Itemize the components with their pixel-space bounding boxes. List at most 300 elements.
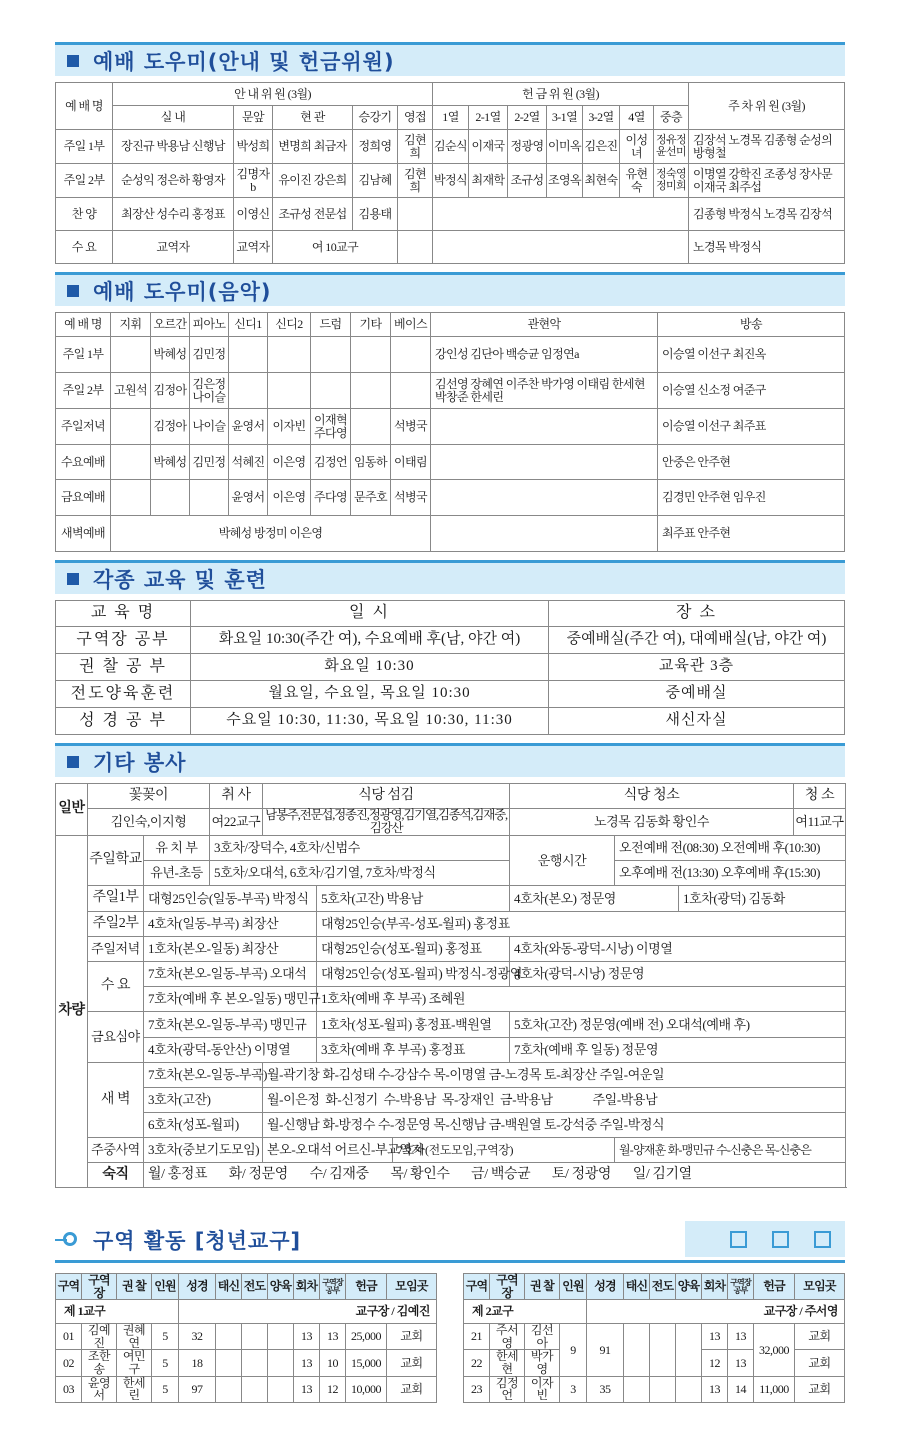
header-cooking: 취 사 (210, 784, 263, 809)
cell: 12 (320, 1376, 346, 1402)
cell: 3호차(예배 후 부곡) 홍정표 (317, 1038, 510, 1063)
header-cafeteria-clean: 식당 청소 (510, 784, 794, 809)
cell (242, 1324, 268, 1350)
cell (111, 337, 151, 373)
header-place: 장 소 (549, 601, 845, 627)
cell (268, 1350, 294, 1376)
cell: 유년-초등 (144, 861, 210, 886)
cell: 오전예배 전(08:30) 오전예배 후(10:30) (615, 836, 846, 861)
service-name: 새벽예배 (56, 516, 111, 552)
cell: 김은진 (583, 130, 620, 164)
cell: 박혜성 (151, 445, 190, 480)
cell: 최재학 (469, 164, 508, 198)
section-title: 예배 도우미(음악) (93, 279, 272, 304)
course-name: 구역장 공부 (56, 627, 191, 654)
cell: 월-곽기창 화-김성태 수-강삼수 목-이명열 금-노경목 토-최장산 주일-여운일 (263, 1063, 846, 1088)
cell: 교회 (387, 1350, 437, 1376)
header-deacon: 권 찰 (525, 1274, 560, 1300)
cell: 순성익 정은하 황영자 (113, 164, 234, 198)
cell: 이승열 신소정 여준구 (658, 373, 845, 409)
header-leader: 구역장 (490, 1274, 525, 1300)
cell (111, 409, 151, 445)
cell: 7호차(예배 후 일동) 정문영 (510, 1038, 846, 1063)
cell: 32,000 (754, 1324, 795, 1376)
cell: 오후예배 전(13:30) 오후예배 후(15:30) (615, 861, 846, 886)
square-bullet-icon (67, 55, 79, 67)
table-row (56, 516, 845, 552)
cell: 김현희 (398, 164, 433, 198)
cell: 김정아 (151, 373, 190, 409)
service-name: 수 요 (56, 231, 113, 264)
header-nurture: 양육 (676, 1274, 702, 1300)
cell: 조규성 (508, 164, 547, 198)
header-synth-2: 신디2 (268, 313, 311, 337)
table-row (56, 809, 846, 836)
table-row (56, 480, 845, 516)
cell: 김남혜 (353, 164, 398, 198)
header-course: 교 육 명 (56, 601, 191, 627)
table-row (56, 681, 845, 708)
table-row (56, 1063, 846, 1088)
row-label: 수 요 (88, 962, 144, 1012)
header-district: 구역 (56, 1274, 82, 1300)
cell: 정숙영 정미희 (654, 164, 689, 198)
header-service-name: 예 배 명 (56, 83, 113, 130)
cell: 윤영서 (229, 480, 268, 516)
cell: 13 (294, 1350, 320, 1376)
table-row (56, 708, 845, 735)
service-name: 주일 2부 (56, 373, 111, 409)
row-label: 주일저녁 (88, 937, 144, 962)
table-row (56, 836, 846, 861)
cell (431, 516, 658, 552)
cell (391, 337, 431, 373)
cell: 이재혁 주다영 (311, 409, 351, 445)
cell: 이자빈 (268, 409, 311, 445)
cell: 교회 (387, 1376, 437, 1402)
cell: 3호차(고잔) (144, 1088, 263, 1113)
header-door: 문앞 (234, 106, 273, 130)
district-section (55, 1219, 845, 1403)
cell: 여 10교구 (273, 231, 398, 264)
cell: 최장산 성수리 홍정표 (113, 198, 234, 231)
header-evangelism: 전도 (650, 1274, 676, 1300)
cell: 이자빈 (525, 1376, 560, 1402)
header-row-1: 1열 (433, 106, 469, 130)
cell (151, 480, 190, 516)
header-prenatal: 태신 (624, 1274, 650, 1300)
cell (216, 1324, 242, 1350)
cell (242, 1376, 268, 1402)
cell: 교역자 (234, 231, 273, 264)
service-name: 금요예배 (56, 480, 111, 516)
course-name: 전도양육훈련 (56, 681, 191, 708)
cell: 박정식 (433, 164, 469, 198)
cell: 97 (179, 1376, 216, 1402)
cell: 월-이은정 화-신정기 수-박용남 목-장재인 금-박용남 주일-박용남 (263, 1088, 846, 1113)
cell (676, 1324, 702, 1376)
cell: 윤영서 (229, 409, 268, 445)
cell: 대형25인승(일동-부곡) 박정식 (144, 886, 317, 912)
cell: 김용태 (353, 198, 398, 231)
cell: 석병국 (391, 480, 431, 516)
cell: 7호차(본오-일동-부곡) 오대석 (144, 962, 317, 987)
table-row (56, 1324, 437, 1350)
cell: 22 (464, 1350, 490, 1376)
row-label: 주일1부 (88, 886, 144, 912)
cell (351, 409, 391, 445)
service-name: 주일 2부 (56, 164, 113, 198)
cell: 1호차(광덕) 김동화 (679, 886, 846, 912)
cell: 이은영 (268, 445, 311, 480)
cell (398, 231, 433, 264)
cell: 7호차(예배 후 본오-일동) 맹민규 (144, 987, 317, 1012)
header-bible: 성경 (587, 1274, 624, 1300)
table-row (56, 231, 845, 264)
cell (650, 1324, 676, 1376)
section-header-ushers (55, 42, 845, 76)
cell (268, 1376, 294, 1402)
music-table (55, 312, 845, 552)
cell (624, 1324, 650, 1376)
header-bass: 베이스 (391, 313, 431, 337)
cell: 23 (464, 1376, 490, 1402)
cell: 정희영 (353, 130, 398, 164)
table-row (464, 1376, 845, 1402)
cell: 35 (587, 1376, 624, 1402)
cell: 임동하 (351, 445, 391, 480)
cell: 최현숙 (583, 164, 620, 198)
header-piano: 피아노 (190, 313, 229, 337)
cell: 박혜성 (151, 337, 190, 373)
cell (311, 337, 351, 373)
header-members: 인원 (152, 1274, 179, 1300)
cell: 김순식 (433, 130, 469, 164)
cell: 새신자실 (549, 708, 845, 735)
education-table (55, 600, 845, 735)
table-row (56, 337, 845, 373)
cell: 한세현 (490, 1350, 525, 1376)
cell: 4호차(일동-부곡) 최장산 (144, 912, 317, 937)
row-label: 새 벽 (88, 1063, 144, 1138)
header-sessions: 회차 (702, 1274, 728, 1300)
header-row-4: 4열 (620, 106, 654, 130)
header-greeting: 영접 (398, 106, 433, 130)
cell: 월요일, 수요일, 목요일 10:30 (191, 681, 549, 708)
cell: 25,000 (346, 1324, 387, 1350)
cell: 교역자 (113, 231, 234, 264)
cell: 이승열 이선구 최주표 (658, 409, 845, 445)
header-entrance: 현 관 (273, 106, 353, 130)
cell: 교회 (795, 1376, 845, 1402)
cell: 주다영 (311, 480, 351, 516)
service-name: 주일 1부 (56, 130, 113, 164)
cell (229, 373, 268, 409)
cell: 김인숙,이지형 (88, 809, 210, 836)
cell: 5 (152, 1376, 179, 1402)
square-bullet-icon (67, 573, 79, 585)
header-broadcast: 방송 (658, 313, 845, 337)
cell (229, 337, 268, 373)
district-group-head: 교구장 / 김예진 (179, 1300, 437, 1324)
cell (433, 231, 689, 264)
table-row (56, 1376, 437, 1402)
section-header-other-service (55, 743, 845, 777)
cell: 여민구 (117, 1350, 152, 1376)
table-row (56, 1350, 437, 1376)
cell (216, 1376, 242, 1402)
header-prenatal: 태신 (216, 1274, 242, 1300)
cell: 김정아 (151, 409, 190, 445)
cell (433, 198, 689, 231)
cell: 15,000 (346, 1350, 387, 1376)
cell: 11,000 (754, 1376, 795, 1402)
cell: 중예배실(주간 여), 대예배실(남, 야간 여) (549, 627, 845, 654)
cell: 10,000 (346, 1376, 387, 1402)
cell: 교회 (795, 1350, 845, 1376)
header-conductor: 지휘 (111, 313, 151, 337)
cell: 이영신 (234, 198, 273, 231)
header-leader-study: 구역장공부 (320, 1274, 346, 1300)
cell: 대형25인승(성포-월피) 홍정표 (317, 937, 510, 962)
cell (190, 480, 229, 516)
cell: 정광영 (508, 130, 547, 164)
cell: 김선영 장혜연 이주찬 박가영 이태림 한세현 박창준 한세린 (431, 373, 658, 409)
district-1-table (55, 1273, 437, 1403)
cell: 월-신행남 화-방정수 수-정문영 목-신행남 금-백원열 토-강석중 주일-박정식 (263, 1113, 846, 1138)
cell: 13 (320, 1324, 346, 1350)
cell: 5호차(고잔) 정문영(예배 전) 오대석(예배 후) (510, 1012, 846, 1038)
header-leader: 구역장 (82, 1274, 117, 1300)
cell: 21 (464, 1324, 490, 1350)
operating-hours-label: 운행시간 (510, 836, 615, 886)
cell: 나이슬 (190, 409, 229, 445)
table-row (56, 912, 846, 937)
cell: 9 (560, 1324, 587, 1376)
header-row-3-2: 3-2열 (583, 106, 620, 130)
section-header-music (55, 272, 845, 306)
header-row-2-1: 2-1열 (469, 106, 508, 130)
cell: 본오-오대석 어르신-부교역자 (263, 1138, 393, 1163)
cell (268, 373, 311, 409)
section-header-education (55, 560, 845, 594)
section-title: 구역 활동 [청년교구] (93, 1229, 302, 1253)
header-evangelism: 전도 (242, 1274, 268, 1300)
table-row (56, 1088, 846, 1113)
header-deacon: 권 찰 (117, 1274, 152, 1300)
cell: 최주표 안주현 (658, 516, 845, 552)
district-group-name: 제 1교구 (56, 1300, 179, 1324)
cell: 남봉주,전문섭,정종진,정광영,김기열,김종석,김재중,김강산 (263, 809, 510, 836)
cell: 교회 (795, 1324, 845, 1350)
square-bullet-icon (67, 756, 79, 768)
section-title: 각종 교육 및 훈련 (93, 567, 267, 592)
cell: 02 (56, 1350, 82, 1376)
cell: 03 (56, 1376, 82, 1402)
table-row (56, 1038, 846, 1063)
header-row-3-1: 3-1열 (547, 106, 583, 130)
vehicle-label: 차량 (56, 836, 88, 1188)
cell: 고원석 (111, 373, 151, 409)
cell: 4호차(와동-광덕-시낭) 이명열 (510, 937, 846, 962)
square-outline-icon (814, 1231, 831, 1248)
general-label: 일반 (56, 784, 88, 836)
cell (111, 480, 151, 516)
cell: 석병국 (391, 409, 431, 445)
cell: 수요일 10:30, 11:30, 목요일 10:30, 11:30 (191, 708, 549, 735)
ushers-table (55, 82, 845, 264)
cell: 대형25인승(부곡-성포-월피) 홍정표 (317, 912, 846, 937)
cell: 13 (728, 1324, 754, 1350)
header-elevator: 승강기 (353, 106, 398, 130)
district-group-name: 제 2교구 (464, 1300, 587, 1324)
row-label: 금요심야 (88, 1012, 144, 1063)
cell: 6호차(성포-월피) (144, 1113, 263, 1138)
table-row (56, 861, 846, 886)
cell: 7호차(본오-일동-부곡) (144, 1063, 263, 1088)
cell (676, 1376, 702, 1402)
cell: 박성희 (234, 130, 273, 164)
cell: 장진규 박용남 신행남 (113, 130, 234, 164)
header-ushers: 안 내 위 원 (3월) (113, 83, 433, 106)
night-duty-label: 숙직 (88, 1163, 144, 1188)
table-row (56, 1163, 846, 1188)
cell: 32 (179, 1324, 216, 1350)
header-cleaning: 청 소 (794, 784, 846, 809)
cell: 이은영 (268, 480, 311, 516)
cell: 윤영서 (82, 1376, 117, 1402)
cell: 대형25인승(성포-월피) 박정식-정광영 (317, 962, 510, 987)
other-service-table (55, 783, 846, 1188)
cell: 3호차/장덕수, 4호차/신범수 (210, 836, 510, 861)
cell: 5호차(고잔) 박용남 (317, 886, 510, 912)
cell: 유현숙 (620, 164, 654, 198)
cell: 김종형 박정식 노경목 김장석 (689, 198, 845, 231)
cell: 4호차(광덕-동안산) 이명열 (144, 1038, 317, 1063)
cell: 4호차(광덕-시낭) 정문영 (510, 962, 846, 987)
service-name: 수요예배 (56, 445, 111, 480)
cell: 박가영 (525, 1350, 560, 1376)
table-row (56, 886, 846, 912)
table-row (56, 1113, 846, 1138)
header-drum: 드럼 (311, 313, 351, 337)
header-meeting-place: 모임곳 (387, 1274, 437, 1300)
district-header (55, 1219, 845, 1263)
cell: 3 (560, 1376, 587, 1402)
header-orchestra: 관현악 (431, 313, 658, 337)
district-2-table (463, 1273, 845, 1403)
cell: 월/ 홍정표 화/ 정문영 수/ 김재중 목/ 황인수 금/ 백승균 토/ 정광영 일/ 김기열 (144, 1163, 846, 1188)
cell: 13 (294, 1324, 320, 1350)
header-parking: 주 차 위 원 (3월) (689, 83, 845, 130)
cell: 4호차(본오) 정문영 (510, 886, 679, 912)
cell: 유 치 부 (144, 836, 210, 861)
cell: 월-양재훈 화-맹민규 수-신충은 목-신충은 (615, 1138, 846, 1163)
cell: 석혜진 (229, 445, 268, 480)
cell (431, 445, 658, 480)
header-organ: 오르간 (151, 313, 190, 337)
course-name: 권 찰 공 부 (56, 654, 191, 681)
cell: 김정언 (311, 445, 351, 480)
table-row (56, 987, 846, 1012)
header-time: 일 시 (191, 601, 549, 627)
course-name: 성 경 공 부 (56, 708, 191, 735)
cell: 이승열 이선구 최진옥 (658, 337, 845, 373)
cell: 화요일 10:30 (191, 654, 549, 681)
cell (242, 1350, 268, 1376)
header-nurture: 양육 (268, 1274, 294, 1300)
cell: 노경목 박정식 (689, 231, 845, 264)
row-label: 주일학교 (88, 836, 144, 886)
cell: 권혜연 (117, 1324, 152, 1350)
header-meeting-place: 모임곳 (795, 1274, 845, 1300)
cell (311, 373, 351, 409)
cell: 7호차(전도모임,구역장) (393, 1138, 615, 1163)
cell: 91 (587, 1324, 624, 1376)
header-offering: 헌금 (346, 1274, 387, 1300)
cell: 김예진 (82, 1324, 117, 1350)
service-name: 주일저녁 (56, 409, 111, 445)
cell: 노경목 김동화 황인수 (510, 809, 794, 836)
cell: 김현희 (398, 130, 433, 164)
table-row (56, 130, 845, 164)
header-members: 인원 (560, 1274, 587, 1300)
cell: 안중은 안주현 (658, 445, 845, 480)
cell: 이미옥 (547, 130, 583, 164)
cell (431, 409, 658, 445)
cell: 변명희 최금자 (273, 130, 353, 164)
header-district: 구역 (464, 1274, 490, 1300)
cell: 7호차(본오-일동-부곡) 맹민규 (144, 1012, 317, 1038)
table-row (56, 627, 845, 654)
cell: 13 (702, 1376, 728, 1402)
section-title: 예배 도우미(안내 및 헌금위원) (93, 49, 395, 74)
cell: 1호차(본오-일동) 최장산 (144, 937, 317, 962)
header-guitar: 기타 (351, 313, 391, 337)
cell: 1호차(성포-월피) 홍정표-백원열 (317, 1012, 510, 1038)
cell (111, 445, 151, 480)
cell: 5 (152, 1324, 179, 1350)
service-name: 찬 양 (56, 198, 113, 231)
cell: 김명자b (234, 164, 273, 198)
cell: 5 (152, 1350, 179, 1376)
header-offering: 헌금 (754, 1274, 795, 1300)
header-leader-study: 구역장공부 (728, 1274, 754, 1300)
square-outline-icon (730, 1231, 747, 1248)
header-offering: 헌 금 위 원 (3월) (433, 83, 689, 106)
cell: 조영옥 (547, 164, 583, 198)
cell: 13 (294, 1376, 320, 1402)
table-row (56, 654, 845, 681)
cell: 조한송 (82, 1350, 117, 1376)
cell: 이재국 (469, 130, 508, 164)
cell: 10 (320, 1350, 346, 1376)
cell (431, 480, 658, 516)
cell: 이명열 강학진 조종성 장사문 이재국 최주섭 (689, 164, 845, 198)
cell (351, 337, 391, 373)
cell: 이태림 (391, 445, 431, 480)
cell: 문주호 (351, 480, 391, 516)
bulletin-page (55, 42, 845, 1194)
cell: 중예배실 (549, 681, 845, 708)
cell: 14 (728, 1376, 754, 1402)
district-group-head: 교구장 / 주서영 (587, 1300, 845, 1324)
header-flowers: 꽃꽂이 (88, 784, 210, 809)
square-bullet-icon (67, 285, 79, 297)
cell: 박혜성 방정미 이은영 (111, 516, 431, 552)
cell: 김경민 안주현 임우진 (658, 480, 845, 516)
bullet-line-icon (55, 1239, 67, 1241)
